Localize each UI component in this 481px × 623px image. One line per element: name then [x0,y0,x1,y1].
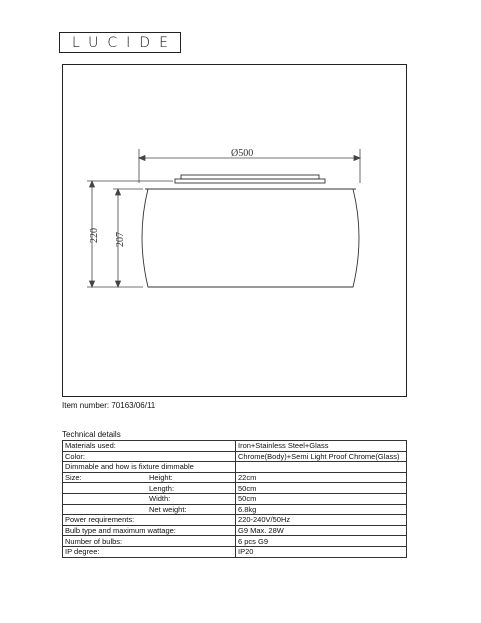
spec-value: Iron+Stainless Steel+Glass [236,441,407,452]
technical-details-table [62,440,407,558]
lucide-logo [59,32,181,53]
spec-label: Color: [65,451,86,461]
spec-label: Bulb type and maximum wattage: [65,526,176,536]
table-row [63,472,407,483]
technical-drawing-frame [62,64,407,397]
spec-value: IP20 [236,546,407,557]
lamp-body [142,175,359,287]
spec-value [236,462,407,473]
total-height-label: 220 [89,228,100,243]
spec-label-cell [63,441,236,452]
spec-label: Materials used: [65,441,116,451]
logo-text: LUCIDE [72,34,177,51]
spec-value: G9 Max. 28W [236,525,407,536]
spec-label [65,494,149,503]
table-row [63,515,407,526]
spec-label-cell [63,462,236,473]
spec-label-cell [63,515,236,526]
table-row [63,525,407,536]
table-row [63,483,407,494]
table-row [63,504,407,515]
spec-value: Chrome(Body)+Semi Light Proof Chrome(Glass) [236,451,407,462]
table-row [63,462,407,473]
spec-label-cell [63,493,236,504]
spec-value: 6 pcs G9 [236,536,407,547]
item-number: Item number: 70163/06/11 [62,401,156,410]
table-row [63,546,407,557]
spec-label-cell [63,546,236,557]
spec-label-cell [63,451,236,462]
technical-drawing [63,65,408,398]
spec-sublabel: Net weight: [149,504,187,514]
spec-value: 22cm [236,472,407,483]
spec-label-cell [63,536,236,547]
spec-label: Dimmable and how is fixture dimmable [65,462,194,472]
spec-label-cell [63,472,236,483]
spec-sublabel: Width: [149,494,171,504]
spec-label [65,484,149,493]
spec-label [65,505,149,514]
table-row [63,536,407,547]
table-row [63,493,407,504]
technical-details-title: Technical details [62,430,121,439]
spec-sublabel: Length: [149,483,175,493]
spec-sublabel: Height: [149,473,173,483]
table-row [63,451,407,462]
spec-label: Number of bulbs: [65,536,123,546]
spec-value: 220-240V/50Hz [236,515,407,526]
spec-label-cell [63,483,236,494]
spec-value: 6.8kg [236,504,407,515]
spec-value: 50cm [236,483,407,494]
spec-value: 50cm [236,493,407,504]
spec-label: IP degree: [65,547,100,557]
diameter-label: Ø500 [231,148,254,159]
spec-label: Size: [65,473,82,483]
spec-label-cell [63,525,236,536]
shade-height-label: 207 [115,232,126,247]
spec-label-cell [63,504,236,515]
table-row [63,441,407,452]
spec-label: Power requirements: [65,515,135,525]
